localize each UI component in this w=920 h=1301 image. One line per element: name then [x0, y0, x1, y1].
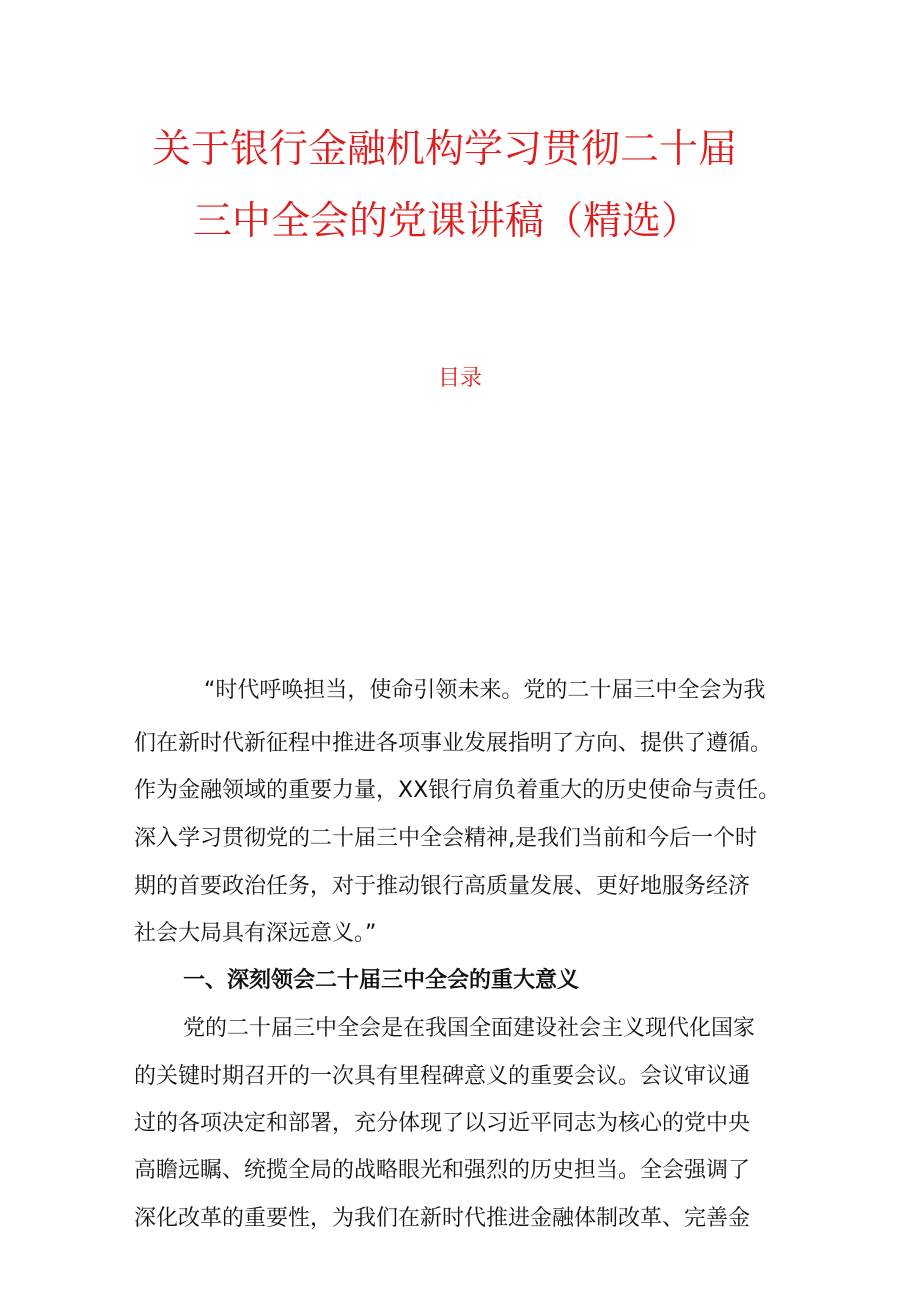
intro-paragraph-line: “时代呼唤担当，使命引领未来。党的二十届三中全会为我 [204, 678, 766, 703]
section-paragraph-line: 过的各项决定和部署，充分体现了以习近平同志为核心的党中央 [134, 1111, 751, 1136]
intro-paragraph-line: 深入学习贯彻党的二十届三中全会精神,是我们当前和今后一个时 [134, 826, 757, 851]
intro-paragraph-line: 作为金融领域的重要力量，XX银行肩负着重大的历史使命与责任。 [134, 778, 781, 803]
intro-paragraph-line: 期的首要政治任务，对于推动银行高质量发展、更好地服务经济 [134, 874, 751, 899]
table-of-contents-heading: 目录 [437, 366, 482, 391]
document-title-line-2: 三中全会的党课讲稿（精选） [193, 199, 701, 244]
section-paragraph-line: 党的二十届三中全会是在我国全面建设社会主义现代化国家 [183, 1016, 756, 1041]
section-paragraph-line: 高瞻远瞩、统揽全局的战略眼光和强烈的历史担当。全会强调了 [134, 1158, 751, 1183]
intro-paragraph-line: 社会大局具有深远意义。” [134, 921, 377, 946]
section-paragraph-line: 的关键时期召开的一次具有里程碑意义的重要会议。会议审议通 [134, 1064, 751, 1089]
intro-paragraph-line: 们在新时代新征程中推进各项事业发展指明了方向、提供了遵循。 [134, 731, 773, 756]
section-heading: 一、深刻领会二十届三中全会的重大意义 [183, 968, 580, 993]
section-paragraph-line: 深化改革的重要性，为我们在新时代推进金融体制改革、完善金 [134, 1206, 751, 1231]
document-title-line-1: 关于银行金融机构学习贯彻二十届 [152, 127, 738, 172]
